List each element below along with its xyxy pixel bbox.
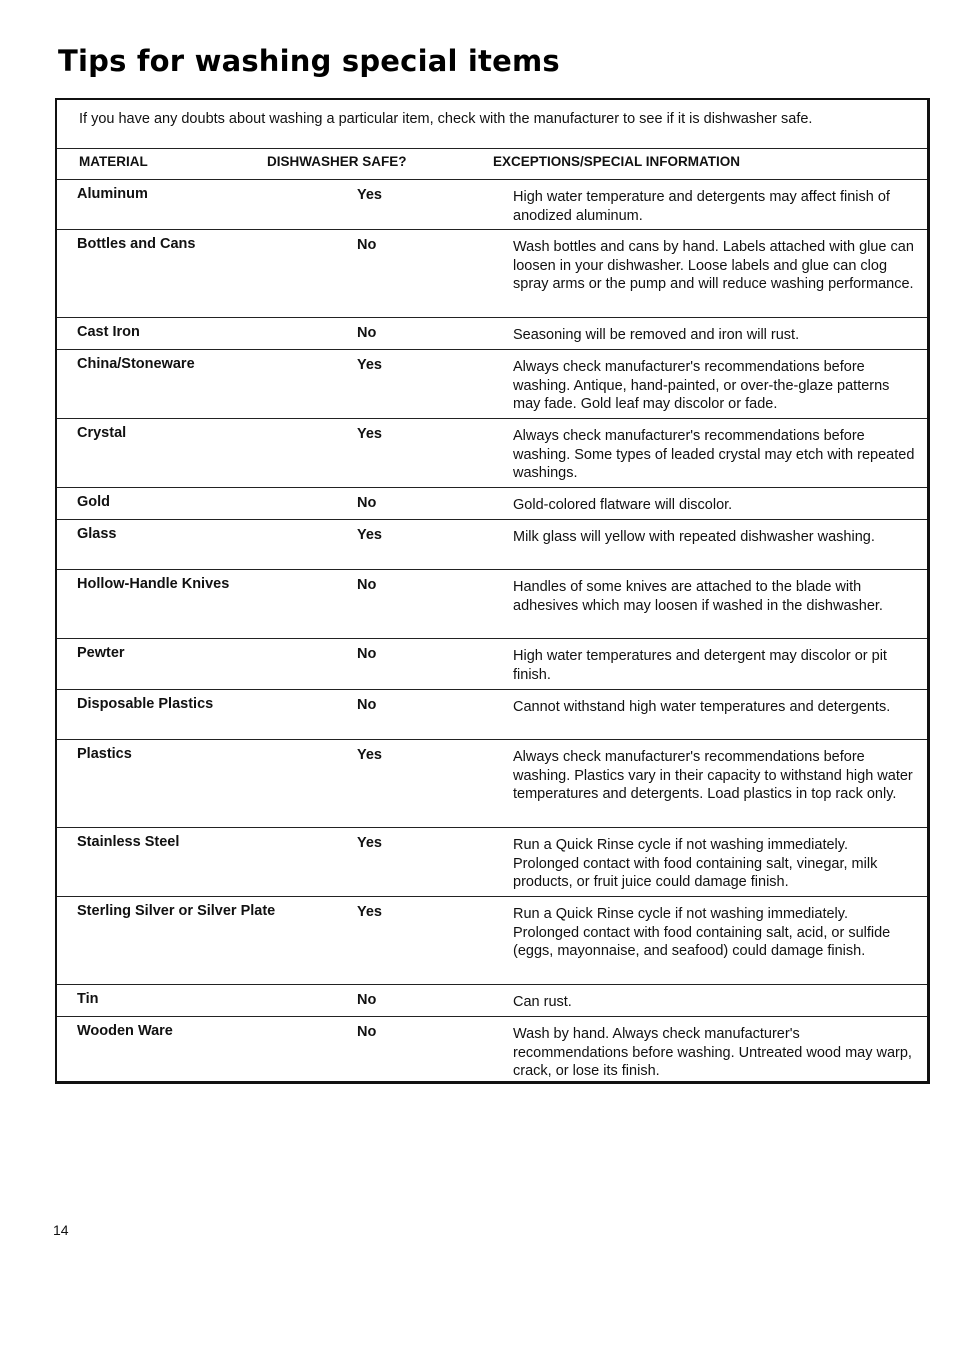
intro-text: If you have any doubts about washing a particular item, check with the manufacturer to see if it is dishwasher safe.: [57, 100, 927, 149]
row-material: Crystal: [77, 425, 127, 441]
row-dishwasher-safe: No: [357, 1024, 377, 1040]
row-exceptions: Handles of some knives are attached to the blade with adhesives which may loosen if washed in the dishwasher.: [513, 579, 883, 614]
row-material: Aluminum: [77, 186, 148, 202]
table-row: [57, 419, 927, 488]
row-material: Plastics: [77, 746, 132, 762]
row-exceptions: Cannot withstand high water temperatures and detergents.: [513, 699, 891, 715]
row-dishwasher-safe: No: [357, 577, 377, 593]
row-dishwasher-safe: Yes: [357, 426, 382, 442]
page-title: Tips for washing special items: [58, 44, 560, 78]
table-header: [57, 149, 927, 180]
table-row: [57, 740, 927, 828]
row-material: Gold: [77, 494, 111, 510]
row-exceptions: Milk glass will yellow with repeated dishwasher washing.: [513, 529, 875, 545]
row-dishwasher-safe: Yes: [357, 527, 382, 543]
row-exceptions: Run a Quick Rinse cycle if not washing immediately. Prolonged contact with food containing salt, vinegar, milk products, or fruit juice could damage finish.: [513, 837, 878, 890]
row-exceptions: Can rust.: [513, 994, 572, 1010]
row-material: Pewter: [77, 645, 125, 661]
table-row: [57, 1017, 927, 1081]
header-material: MATERIAL: [79, 154, 148, 169]
row-exceptions: Always check manufacturer's recommendations before washing. Antique, hand-painted, or over-the-glaze patterns may fade. Gold leaf may discolor or fade.: [513, 359, 890, 412]
row-dishwasher-safe: Yes: [357, 187, 382, 203]
row-material: Glass: [77, 526, 117, 542]
row-dishwasher-safe: Yes: [357, 835, 382, 851]
table-row: [57, 639, 927, 690]
table-row: [57, 488, 927, 520]
table-body: [57, 180, 927, 1081]
table-row: [57, 570, 927, 639]
row-dishwasher-safe: No: [357, 237, 377, 253]
row-material: Bottles and Cans: [77, 236, 196, 252]
header-exceptions: EXCEPTIONS/SPECIAL INFORMATION: [493, 154, 741, 169]
row-exceptions: Seasoning will be removed and iron will rust.: [513, 327, 800, 343]
row-material: Stainless Steel: [77, 834, 180, 850]
table-row: [57, 318, 927, 350]
page-number: 14: [53, 1222, 69, 1238]
header-dishwasher-safe: DISHWASHER SAFE?: [267, 154, 407, 169]
row-dishwasher-safe: Yes: [357, 357, 382, 373]
row-exceptions: Wash bottles and cans by hand. Labels attached with glue can loosen in your dishwasher. Loose labels and glue can clog spray arms or the pump and will reduce washing performance.: [513, 239, 914, 292]
row-material: China/Stoneware: [77, 356, 195, 372]
row-dishwasher-safe: No: [357, 646, 377, 662]
row-material: Cast Iron: [77, 324, 140, 340]
row-exceptions: High water temperature and detergents may affect finish of anodized aluminum.: [513, 189, 890, 224]
row-material: Tin: [77, 991, 99, 1007]
row-material: Disposable Plastics: [77, 696, 214, 712]
row-dishwasher-safe: No: [357, 325, 377, 341]
row-dishwasher-safe: No: [357, 697, 377, 713]
table-row: [57, 828, 927, 897]
row-material: Hollow-Handle Knives: [77, 576, 230, 592]
row-exceptions: Gold-colored flatware will discolor.: [513, 497, 733, 513]
row-exceptions: Always check manufacturer's recommendations before washing. Plastics vary in their capacity to withstand high water temperatures and detergents. Load plastics in top rack only.: [513, 749, 913, 802]
table-row: [57, 520, 927, 570]
table-row: [57, 985, 927, 1017]
row-exceptions: High water temperatures and detergent may discolor or pit finish.: [513, 648, 887, 683]
table-row: [57, 350, 927, 419]
tips-table: [55, 98, 930, 1084]
row-material: Sterling Silver or Silver Plate: [77, 903, 276, 919]
table-row: [57, 230, 927, 318]
row-dishwasher-safe: Yes: [357, 747, 382, 763]
row-exceptions: Always check manufacturer's recommendations before washing. Some types of leaded crystal may etch with repeated washings.: [513, 428, 915, 481]
row-dishwasher-safe: Yes: [357, 904, 382, 920]
table-row: [57, 897, 927, 985]
table-row: [57, 690, 927, 740]
table-row: [57, 180, 927, 230]
row-exceptions: Wash by hand. Always check manufacturer's recommendations before washing. Untreated wood may warp, crack, or lose its finish.: [513, 1026, 912, 1079]
row-dishwasher-safe: No: [357, 992, 377, 1008]
row-exceptions: Run a Quick Rinse cycle if not washing immediately. Prolonged contact with food containing salt, acid, or sulfide (eggs, mayonnaise, and seafood) could damage finish.: [513, 906, 891, 959]
row-dishwasher-safe: No: [357, 495, 377, 511]
row-material: Wooden Ware: [77, 1023, 173, 1039]
